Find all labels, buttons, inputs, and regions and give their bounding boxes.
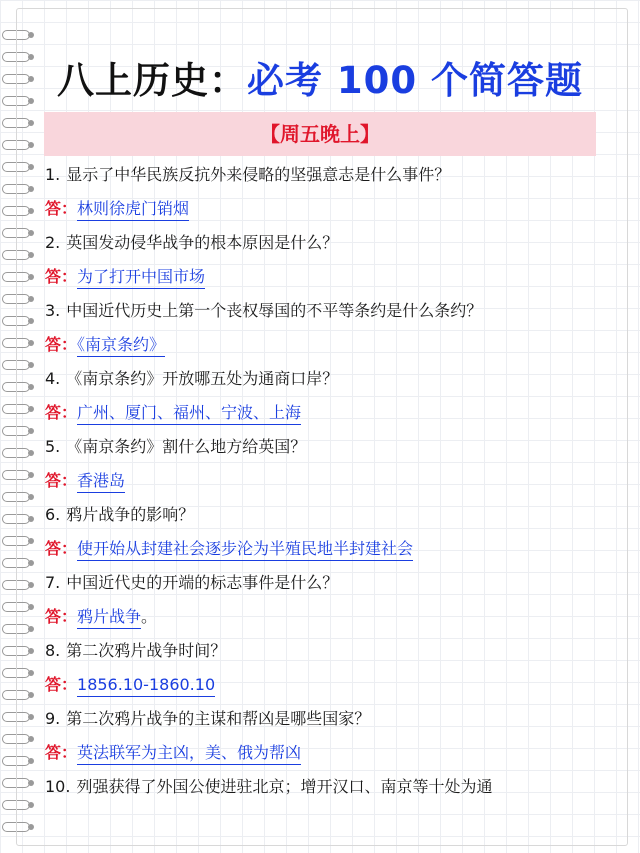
- answer-row: [45, 260, 605, 294]
- answer-label: 答：: [45, 267, 78, 286]
- question-row: [45, 158, 605, 192]
- question-row: [45, 294, 605, 328]
- answer-text: 使开始从封建社会逐步沦为半殖民地半封建社会: [77, 539, 413, 561]
- question-text: 鸦片战争的影响？: [66, 505, 195, 524]
- question-number: 2.: [45, 233, 61, 252]
- answer-label: 答：: [45, 539, 78, 558]
- question-row: [45, 634, 605, 668]
- question-number: 6.: [45, 505, 61, 524]
- question-row: [45, 566, 605, 600]
- answer-label: 答：: [45, 471, 78, 490]
- answer-text: 广州、厦门、福州、宁波、上海: [77, 403, 301, 425]
- question-text: 《南京条约》开放哪五处为通商口岸？: [66, 369, 339, 388]
- question-row: [45, 430, 605, 464]
- answer-label: 答：: [45, 607, 78, 626]
- question-text: 中国近代史的开端的标志事件是什么？: [66, 573, 339, 592]
- question-row: [45, 770, 605, 804]
- question-number: 9.: [45, 709, 61, 728]
- answer-label: 答：: [45, 199, 78, 218]
- question-number: 4.: [45, 369, 61, 388]
- question-number: 7.: [45, 573, 61, 592]
- question-number: 10.: [45, 777, 71, 796]
- answer-row: [45, 600, 605, 634]
- answer-label: 答：: [45, 335, 78, 354]
- answer-label: 答：: [45, 403, 78, 422]
- question-text: 列强获得了外国公使进驻北京；增开汉口、南京等十处为通: [76, 777, 493, 796]
- answer-text: 1856.10-1860.10: [77, 675, 215, 697]
- answer-row: [45, 668, 605, 702]
- answer-text: 林则徐虎门销烟: [77, 199, 189, 221]
- question-text: 第二次鸦片战争时间？: [66, 641, 227, 660]
- answer-label: 答：: [45, 743, 78, 762]
- question-text: 第二次鸦片战争的主谋和帮凶是哪些国家？: [66, 709, 371, 728]
- question-number: 1.: [45, 165, 61, 184]
- question-text: 英国发动侵华战争的根本原因是什么？: [66, 233, 339, 252]
- answer-row: [45, 396, 605, 430]
- page-title: [0, 50, 640, 104]
- answer-row: [45, 328, 605, 362]
- answer-tail: 。: [141, 607, 158, 626]
- question-text: 中国近代历史上第一个丧权辱国的不平等条约是什么条约？: [66, 301, 483, 320]
- question-row: [45, 362, 605, 396]
- section-banner: 【周五晚上】: [44, 112, 596, 156]
- question-row: [45, 702, 605, 736]
- title-highlight: 必考 100 个简答题: [247, 59, 583, 102]
- answer-row: [45, 464, 605, 498]
- qa-list: [45, 158, 605, 804]
- question-number: 8.: [45, 641, 61, 660]
- question-text: 显示了中华民族反抗外来侵略的坚强意志是什么事件？: [66, 165, 451, 184]
- question-text: 《南京条约》割什么地方给英国？: [66, 437, 307, 456]
- answer-label: 答：: [45, 675, 78, 694]
- question-row: [45, 226, 605, 260]
- answer-text: 《南京条约》: [77, 335, 165, 357]
- answer-text: 为了打开中国市场: [77, 267, 205, 289]
- question-row: [45, 498, 605, 532]
- answer-text: 鸦片战争: [77, 607, 141, 629]
- answer-row: [45, 532, 605, 566]
- question-number: 5.: [45, 437, 61, 456]
- title-subject: 八上历史：: [57, 59, 247, 102]
- answer-text: 香港岛: [77, 471, 125, 493]
- answer-text: 英法联军为主凶，美、俄为帮凶: [77, 743, 301, 765]
- answer-row: [45, 736, 605, 770]
- answer-row: [45, 192, 605, 226]
- question-number: 3.: [45, 301, 61, 320]
